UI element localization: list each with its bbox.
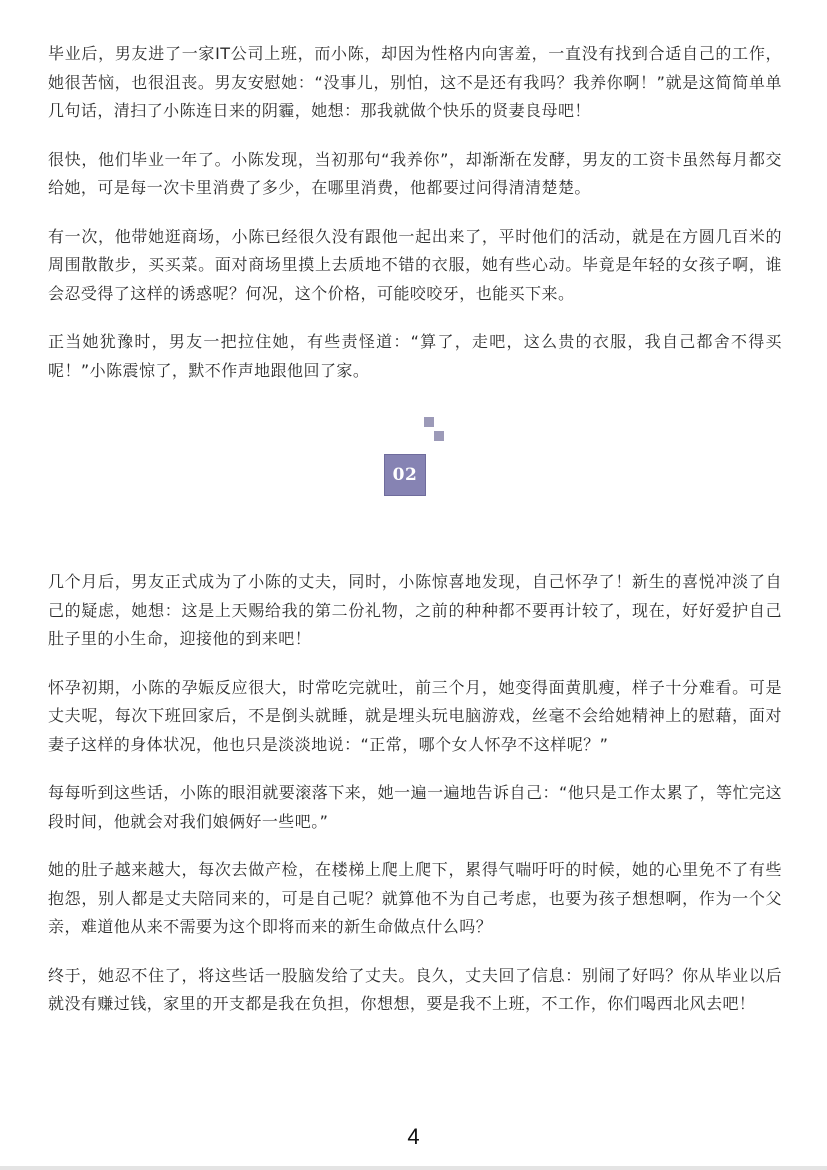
decorative-square-icon bbox=[424, 417, 434, 427]
section-number-badge: 02 bbox=[384, 454, 426, 496]
bottom-divider bbox=[0, 1166, 827, 1170]
paragraph: 每每听到这些话，小陈的眼泪就要滚落下来，她一遍一遍地告诉自己：“他只是工作太累了，等忙完这段时间，他就会对我们娘俩好一些吧。” bbox=[48, 783, 782, 831]
decorative-square-icon bbox=[434, 431, 444, 441]
paragraph: 有一次，他带她逛商场，小陈已经很久没有跟他一起出来了，平时他们的活动，就是在方圆几百米的周围散散步，买买菜。面对商场里摸上去质地不错的衣服，她有些心动。毕竟是年轻的女孩子啊，谁会忍受得了这样的诱惑呢？何况，这个价格，可能咬咬牙，也能买下来。 bbox=[48, 226, 782, 303]
paragraph: 怀孕初期，小陈的孕娠反应很大，时常吃完就吐，前三个月，她变得面黄肌瘦，样子十分难看。可是丈夫呢，每次下班回家后，不是倒头就睡，就是埋头玩电脑游戏，丝毫不会给她精神上的慰藉，面对妻子这样的身体状况，他也只是淡淡地说：“正常，哪个女人怀孕不这样呢？” bbox=[48, 677, 782, 754]
paragraph: 毕业后，男友进了一家IT公司上班，而小陈，却因为性格内向害羞，一直没有找到合适自己的工作，她很苦恼，也很沮丧。男友安慰她：“没事儿，别怕，这不是还有我吗？我养你啊！”就是这简简单单几句话，清扫了小陈连日来的阴霾，她想：那我就做个快乐的贤妻良母吧！ bbox=[48, 44, 782, 120]
paragraph: 正当她犹豫时，男友一把拉住她，有些责怪道：“算了，走吧，这么贵的衣服，我自己都舍不得买呢！”小陈震惊了，默不作声地跟他回了家。 bbox=[48, 332, 782, 380]
page-number: 4 bbox=[407, 1124, 420, 1149]
paragraph: 她的肚子越来越大，每次去做产检，在楼梯上爬上爬下，累得气喘吁吁的时候，她的心里免不了有些抱怨，别人都是丈夫陪同来的，可是自己呢？就算他不为自己考虑，也要为孩子想想啊，作为一个父亲，难道他从来不需要为这个即将而来的新生命做点什么吗？ bbox=[48, 860, 782, 936]
paragraph: 几个月后，男友正式成为了小陈的丈夫，同时，小陈惊喜地发现，自己怀孕了！新生的喜悦冲淡了自己的疑虑，她想：这是上天赐给我的第二份礼物，之前的种种都不要再计较了，现在，好好爱护自己肚子里的小生命，迎接他的到来吧！ bbox=[48, 572, 782, 648]
paragraph: 很快，他们毕业一年了。小陈发现，当初那句“我养你”，却渐渐在发酵，男友的工资卡虽然每月都交给她，可是每一次卡里消费了多少，在哪里消费，他都要过问得清清楚楚。 bbox=[48, 149, 782, 197]
paragraph: 终于，她忍不住了，将这些话一股脑发给了丈夫。良久，丈夫回了信息：别闹了好吗？你从毕业以后就没有赚过钱，家里的开支都是我在负担，你想想，要是我不上班，不工作，你们喝西北风去吧！ bbox=[48, 965, 782, 1013]
section-number-marker bbox=[384, 414, 444, 496]
section-one-body bbox=[48, 40, 782, 405]
section-two-body bbox=[48, 568, 782, 1039]
